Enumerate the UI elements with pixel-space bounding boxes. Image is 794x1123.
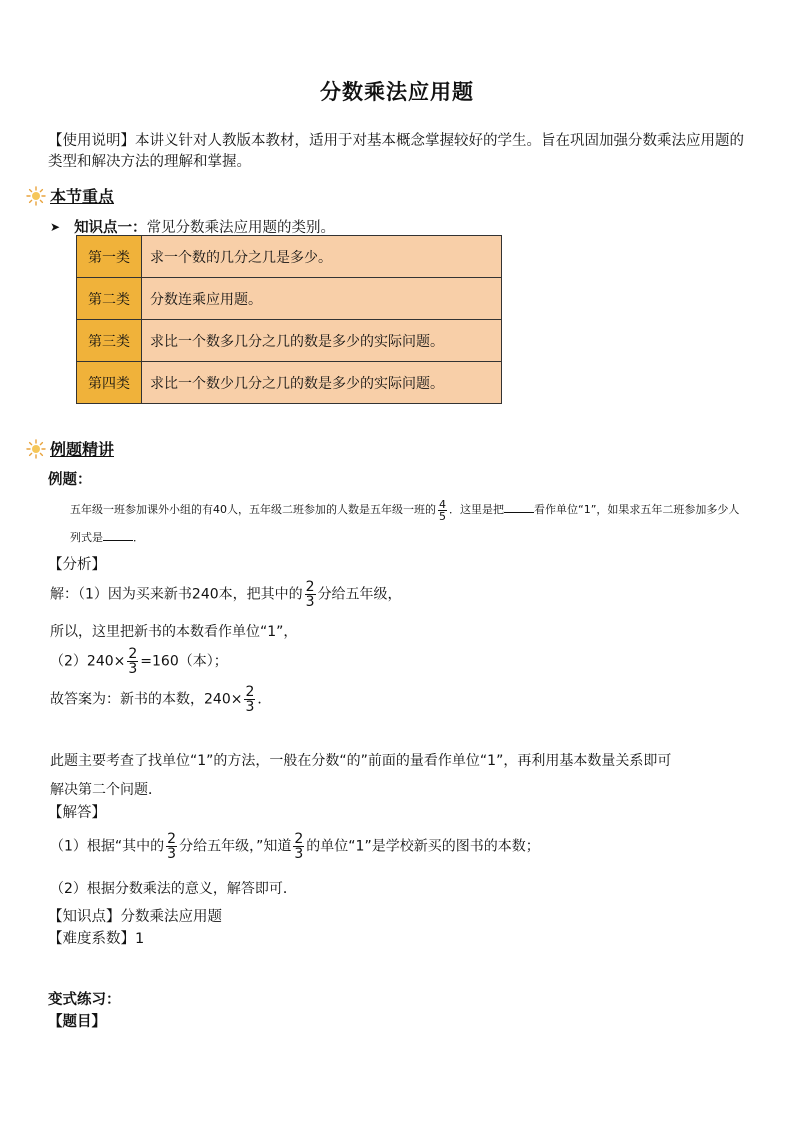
fraction: $\frac{2}{3}$ — [245, 684, 255, 715]
topic-label: 【题目】 — [48, 1014, 106, 1030]
analysis-line-1: 解：（1）因为买来新书240本，把其中的 $\frac{2}{3}$ 分给五年级， — [50, 579, 402, 610]
answer-line-1: （1）根据“其中的 $\frac{2}{3}$ 分给五年级，”知道 $\frac{2}{3}$ 的单位“1”是学校新买的图书的本数； — [50, 831, 540, 862]
section-title: 本节重点 — [50, 187, 115, 206]
page-title: 分数乘法应用题 — [320, 80, 474, 104]
question-text: 看作单位“1”，如果求五年二班参加多少人列式是 — [70, 503, 740, 544]
fraction: $\frac{4}{5}$ — [439, 497, 446, 523]
fraction: $\frac{2}{3}$ — [167, 831, 177, 862]
category-name: 第四类 — [77, 362, 142, 404]
analysis-label: 【分析】 — [48, 557, 106, 573]
analysis-line-3: （2）240× $\frac{2}{3}$ =160（本）； — [50, 646, 228, 677]
difficulty-tag: 【难度系数】1 — [48, 931, 145, 947]
analysis-paragraph-line-2: 解决第二个问题． — [50, 782, 162, 798]
answer-blank — [103, 528, 133, 541]
question-text: ．这里是把 — [449, 503, 504, 516]
fraction: $\frac{2}{3}$ — [305, 579, 315, 610]
category-name: 第二类 — [77, 278, 142, 320]
knowledge-point-line — [50, 216, 335, 237]
sun-icon — [26, 439, 46, 459]
fraction: $\frac{2}{3}$ — [128, 646, 138, 677]
table-row — [77, 320, 502, 362]
knowledge-point-tag: 【知识点】分数乘法应用题 — [48, 909, 222, 925]
answer-blank — [504, 500, 534, 513]
analysis-line-4: 故答案为：新书的本数，240× $\frac{2}{3}$ ． — [50, 684, 272, 715]
arrow-bullet-icon: ➤ — [50, 219, 61, 234]
table-row — [77, 278, 502, 320]
question-text: 五年级一班参加课外小组的有40人，五年级二班参加的人数是五年级一班的 — [70, 503, 436, 516]
table-row — [77, 236, 502, 278]
fraction: $\frac{2}{3}$ — [294, 831, 304, 862]
category-name: 第一类 — [77, 236, 142, 278]
category-desc: 求比一个数少几分之几的数是多少的实际问题。 — [142, 362, 502, 404]
knowledge-point-label: 知识点一： — [74, 220, 147, 236]
table-row — [77, 362, 502, 404]
category-desc: 求一个数的几分之几是多少。 — [142, 236, 502, 278]
category-desc: 求比一个数多几分之几的数是多少的实际问题。 — [142, 320, 502, 362]
section-header-examples — [26, 437, 114, 460]
variant-practice-label: 变式练习： — [48, 992, 121, 1008]
section-header-key-points — [26, 184, 114, 207]
analysis-line-2: 所以，这里把新书的本数看作单位“1”， — [50, 624, 298, 640]
sun-icon — [26, 186, 46, 206]
answer-label: 【解答】 — [48, 805, 106, 821]
category-table — [76, 235, 502, 404]
question-text: ． — [133, 531, 144, 544]
example-label: 例题： — [48, 472, 92, 488]
section-title: 例题精讲 — [50, 440, 115, 459]
category-desc: 分数连乘应用题。 — [142, 278, 502, 320]
category-name: 第三类 — [77, 320, 142, 362]
analysis-paragraph-line-1: 此题主要考查了找单位“1”的方法，一般在分数“的”前面的量看作单位“1”，再利用基本数量关系即可 — [50, 753, 672, 769]
knowledge-point-text: 常见分数乘法应用题的类别。 — [146, 220, 336, 236]
example-question — [70, 496, 750, 552]
answer-line-2: （2）根据分数乘法的意义，解答即可． — [50, 881, 297, 897]
usage-note: 【使用说明】本讲义针对人教版本教材，适用于对基本概念掌握较好的学生。旨在巩固加强分数乘法应用题的类型和解决方法的理解和掌握。 — [48, 133, 744, 170]
